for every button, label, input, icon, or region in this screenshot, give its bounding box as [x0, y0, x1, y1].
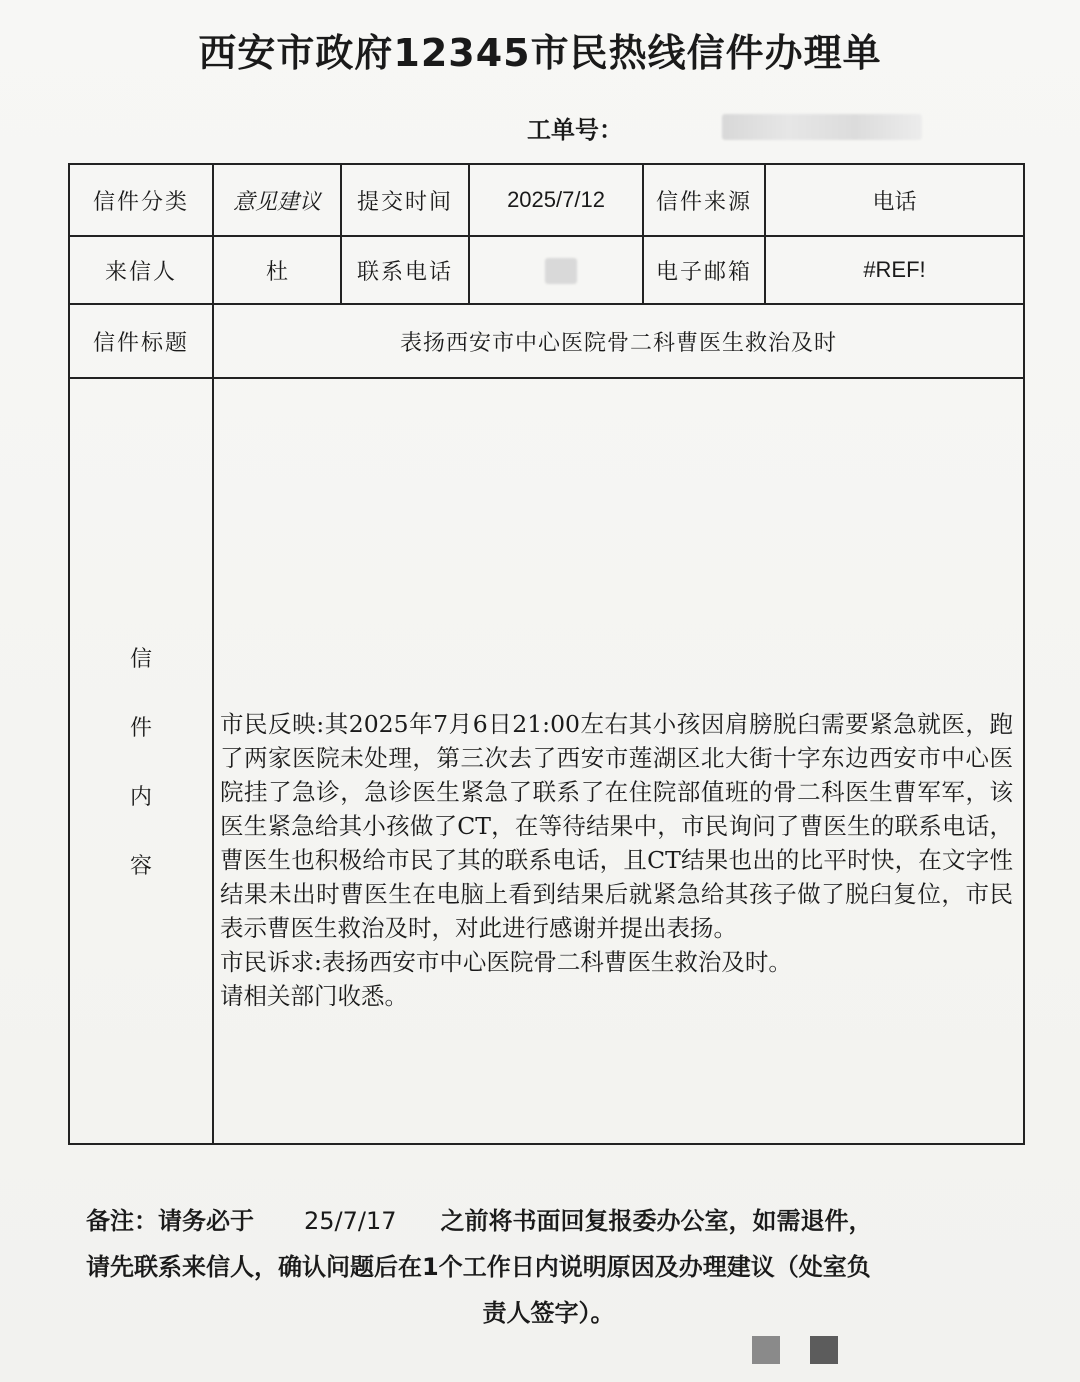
sender-label: 来信人 [69, 236, 213, 304]
content-label: 信 件 内 容 [69, 378, 213, 1144]
content-paragraph: 市民诉求:表扬西安市中心医院骨二科曹医生救治及时。 [220, 948, 792, 976]
note-line2: 请先联系来信人，确认问题后在1个工作日内说明原因及办理建议（处室负 [86, 1253, 871, 1281]
email-label: 电子邮箱 [643, 236, 765, 304]
content-body [213, 378, 1024, 1144]
note-deadline: 25/7/17 [304, 1207, 397, 1235]
phone-redaction [545, 258, 577, 284]
table-row [69, 164, 1024, 236]
submit-time-value: 2025/7/12 [469, 164, 643, 236]
content-paragraph: 请相关部门收悉。 [220, 982, 408, 1010]
footer-note [86, 1198, 1011, 1336]
letter-form-table [68, 163, 1025, 1145]
order-number-label: 工单号： [527, 116, 623, 144]
table-row [69, 304, 1024, 378]
email-value: #REF! [765, 236, 1024, 304]
order-number-redacted [722, 114, 922, 140]
document-title: 西安市政府12345市民热线信件办理单 [198, 31, 882, 75]
source-label: 信件来源 [643, 164, 765, 236]
subject-value: 表扬西安市中心医院骨二科曹医生救治及时 [213, 304, 1024, 378]
note-line3: 责人签字）。 [482, 1299, 615, 1327]
content-paragraph: 市民反映:其2025年7月6日21:00左右其小孩因肩膀脱臼需要紧急就医，跑了两家医院未处理，第三次去了西安市莲湖区北大街十字东边西安市中心医院挂了急诊，急诊医生紧急了联系了在住院部值班的骨二科医生曹军军，该医生紧急给其小孩做了CT，在等待结果中，市民询问了曹医生的联系电话，曹医生也积极给市民了其的联系电话，且CT结果也出的比平时快，在文字性结果未出时曹医生在电脑上看到结果后就紧急给其孩子做了脱臼复位，市民表示曹医生救治及时，对此进行感谢并提出表扬。 [220, 710, 1013, 942]
redaction-square [810, 1336, 838, 1364]
subject-label: 信件标题 [69, 304, 213, 378]
sender-value: 杜 [213, 236, 341, 304]
note-prefix: 备注：请务必于 [86, 1207, 254, 1235]
category-label: 信件分类 [69, 164, 213, 236]
category-value: 意见建议 [213, 164, 341, 236]
note-line1-rest: 之前将书面回复报委办公室，如需退件， [440, 1207, 873, 1235]
phone-label: 联系电话 [341, 236, 469, 304]
submit-time-label: 提交时间 [341, 164, 469, 236]
source-value: 电话 [765, 164, 1024, 236]
table-row [69, 378, 1024, 1144]
redaction-square [752, 1336, 780, 1364]
